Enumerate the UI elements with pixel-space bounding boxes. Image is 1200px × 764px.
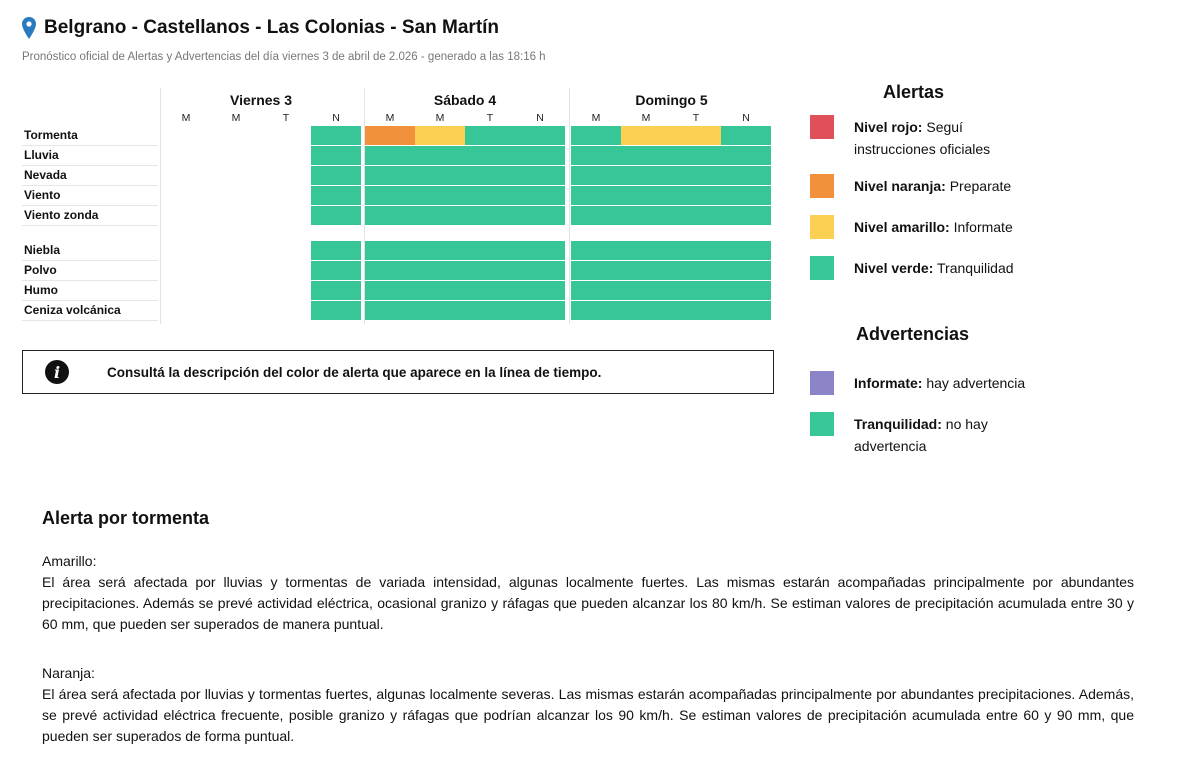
naranja-label: Naranja:	[42, 665, 95, 681]
alert-cell-verde	[415, 206, 465, 225]
alert-cell-verde	[415, 166, 465, 185]
alert-cell-verde	[311, 186, 361, 205]
alert-cell-verde	[621, 146, 671, 165]
alert-cell-amarillo	[621, 126, 671, 145]
alert-cell-verde	[621, 281, 671, 300]
alert-cell-verde	[671, 146, 721, 165]
alert-cell-verde	[311, 166, 361, 185]
period-label: T	[692, 112, 700, 124]
alert-cell-verde	[311, 241, 361, 260]
page-title-row	[22, 14, 499, 42]
alert-cell-verde	[571, 186, 621, 205]
alert-cell-verde	[365, 186, 415, 205]
alert-cell-verde	[465, 261, 515, 280]
row-label: Viento	[24, 188, 61, 202]
legend-alerta-item	[810, 174, 1060, 198]
alert-cell-verde	[571, 206, 621, 225]
row-label: Nevada	[24, 168, 67, 182]
alert-cell-amarillo	[671, 126, 721, 145]
alert-cell-verde	[515, 301, 565, 320]
alert-cell-verde	[515, 261, 565, 280]
info-icon: i	[45, 360, 69, 384]
period-label: M	[591, 112, 601, 124]
alert-cell-verde	[671, 186, 721, 205]
alert-cell-verde	[721, 241, 771, 260]
alert-cell-verde	[621, 166, 671, 185]
alert-cell-verde	[465, 186, 515, 205]
period-label: M	[181, 112, 191, 124]
legend-alertas-title: Alertas	[883, 82, 945, 102]
alert-cell-verde	[415, 241, 465, 260]
alert-cell-verde	[621, 301, 671, 320]
row-label: Ceniza volcánica	[24, 303, 121, 317]
legend-alerta-item	[810, 215, 1060, 239]
alert-cell-verde	[365, 166, 415, 185]
grid-separator	[569, 88, 570, 324]
alert-cell-verde	[465, 301, 515, 320]
legend-text: Nivel verde: Tranquilidad	[854, 260, 1014, 276]
alert-cell-verde	[311, 281, 361, 300]
alert-cell-verde	[465, 206, 515, 225]
legend-text: Nivel amarillo: Informate	[854, 219, 1013, 235]
legend-text: Nivel naranja: Preparate	[854, 178, 1012, 194]
legend-swatch-amarillo	[810, 215, 834, 239]
alert-cell-verde	[311, 126, 361, 145]
alert-cell-verde	[311, 146, 361, 165]
alert-cell-verde	[415, 281, 465, 300]
row-divider	[22, 225, 158, 226]
alert-cell-verde	[571, 261, 621, 280]
legend-text: Informate: hay advertencia	[854, 375, 1026, 391]
legend-swatch-rojo	[810, 115, 834, 139]
alert-cell-verde	[465, 281, 515, 300]
alert-cell-verde	[671, 301, 721, 320]
legend-swatch-violeta	[810, 371, 834, 395]
alert-cell-verde	[365, 301, 415, 320]
description-amarillo	[42, 551, 1134, 635]
row-label: Niebla	[24, 243, 61, 257]
legend-swatch-verde	[810, 412, 834, 436]
legend-advertencia-item	[810, 371, 1060, 395]
alert-cell-verde	[721, 146, 771, 165]
alert-cell-verde	[515, 241, 565, 260]
row-label: Polvo	[24, 263, 57, 277]
alert-cell-verde	[515, 281, 565, 300]
period-label: N	[536, 112, 544, 124]
legend-alerta-item	[810, 256, 1060, 280]
alert-cell-verde	[721, 186, 771, 205]
row-label: Viento zonda	[24, 208, 99, 222]
alert-cell-verde	[721, 301, 771, 320]
alert-cell-verde	[671, 241, 721, 260]
alert-cell-verde	[465, 146, 515, 165]
alert-cell-verde	[365, 261, 415, 280]
alert-cell-verde	[415, 261, 465, 280]
alert-cell-verde	[571, 281, 621, 300]
period-label: T	[282, 112, 290, 124]
alert-cell-verde	[571, 241, 621, 260]
alert-cell-verde	[465, 166, 515, 185]
legend-text: Nivel rojo: Seguí instrucciones oficiales	[854, 119, 991, 157]
alert-cell-verde	[515, 146, 565, 165]
period-label: M	[231, 112, 241, 124]
alert-cell-amarillo	[415, 126, 465, 145]
alert-cell-verde	[311, 206, 361, 225]
location-pin-icon	[22, 17, 36, 39]
alert-cell-verde	[415, 301, 465, 320]
alert-cell-verde	[465, 126, 515, 145]
alert-cell-verde	[415, 146, 465, 165]
alert-timeline-grid	[22, 88, 774, 324]
alert-cell-verde	[671, 166, 721, 185]
period-label: M	[641, 112, 651, 124]
page-title: Belgrano - Castellanos - Las Colonias - San Martín	[44, 17, 500, 38]
alert-cell-verde	[571, 166, 621, 185]
alert-cell-verde	[671, 281, 721, 300]
legend-swatch-naranja	[810, 174, 834, 198]
alert-cell-verde	[465, 241, 515, 260]
row-divider	[22, 320, 158, 321]
day-header: Domingo 5	[635, 92, 708, 108]
grid-separator	[160, 88, 161, 324]
alert-cell-verde	[365, 241, 415, 260]
legend-advertencias-title: Advertencias	[856, 324, 970, 344]
alert-cell-verde	[415, 186, 465, 205]
period-label: N	[332, 112, 340, 124]
amarillo-text: El área será afectada por lluvias y tormentas de variada intensidad, algunas localmente fuertes. Las mismas estarán acompañadas principalmente por abundantes precipitaciones. Además se prevé actividad eléctrica, ocasional granizo y ráfagas que pueden alcanzar los 80 km/h. Se estiman valores de precipitación acumulada entre 30 y 60 mm, que pueden ser superados de manera puntual.	[42, 574, 1134, 632]
alert-cell-verde	[721, 261, 771, 280]
alert-cell-verde	[721, 281, 771, 300]
description-naranja	[42, 663, 1134, 747]
alert-cell-verde	[671, 206, 721, 225]
alert-cell-verde	[621, 186, 671, 205]
alert-cell-verde	[621, 261, 671, 280]
day-header: Sábado 4	[433, 92, 497, 108]
alert-cell-verde	[365, 281, 415, 300]
alert-cell-verde	[621, 206, 671, 225]
period-label: T	[486, 112, 494, 124]
description-section	[42, 508, 1134, 529]
period-label: N	[742, 112, 750, 124]
alert-cell-verde	[721, 206, 771, 225]
info-box	[22, 350, 774, 394]
amarillo-label: Amarillo:	[42, 553, 97, 569]
page-subtitle: Pronóstico oficial de Alertas y Advertencias del día viernes 3 de abril de 2.026 - generado a las 18:16 h	[22, 51, 546, 63]
alert-cell-verde	[571, 146, 621, 165]
alert-cell-verde	[311, 301, 361, 320]
alert-cell-verde	[515, 166, 565, 185]
legend-alerta-item	[810, 115, 1060, 160]
alert-cell-verde	[721, 166, 771, 185]
row-label: Tormenta	[24, 128, 78, 142]
alert-cell-verde	[365, 146, 415, 165]
legend-swatch-verde	[810, 256, 834, 280]
period-label: M	[435, 112, 445, 124]
alert-cell-verde	[311, 261, 361, 280]
alert-cell-verde	[721, 126, 771, 145]
legend-text: Tranquilidad: no hay advertencia	[854, 416, 988, 454]
description-title: Alerta por tormenta	[42, 508, 210, 528]
alert-cell-verde	[621, 241, 671, 260]
row-label: Lluvia	[24, 148, 59, 162]
alert-cell-verde	[571, 126, 621, 145]
alert-cell-verde	[515, 186, 565, 205]
alert-cell-verde	[365, 206, 415, 225]
alert-cell-naranja	[365, 126, 415, 145]
alert-cell-verde	[571, 301, 621, 320]
day-header: Viernes 3	[229, 92, 292, 108]
alert-cell-verde	[671, 261, 721, 280]
alert-cell-verde	[515, 126, 565, 145]
row-label: Humo	[24, 283, 58, 297]
info-text: Consultá la descripción del color de alerta que aparece en la línea de tiempo.	[107, 364, 602, 380]
naranja-text: El área será afectada por lluvias y tormentas fuertes, algunas localmente severas. Las mismas estarán acompañadas principalmente por abundantes precipitaciones. Además, se prevé actividad eléctrica frecuente, posible granizo y ráfagas que podrían alcanzar los 90 km/h. Se estiman valores de precipitación acumulada entre 60 y 90 mm, que pueden ser superados de forma puntual.	[42, 686, 1134, 744]
period-label: M	[385, 112, 395, 124]
legend-advertencia-item	[810, 412, 1060, 457]
alert-cell-verde	[515, 206, 565, 225]
